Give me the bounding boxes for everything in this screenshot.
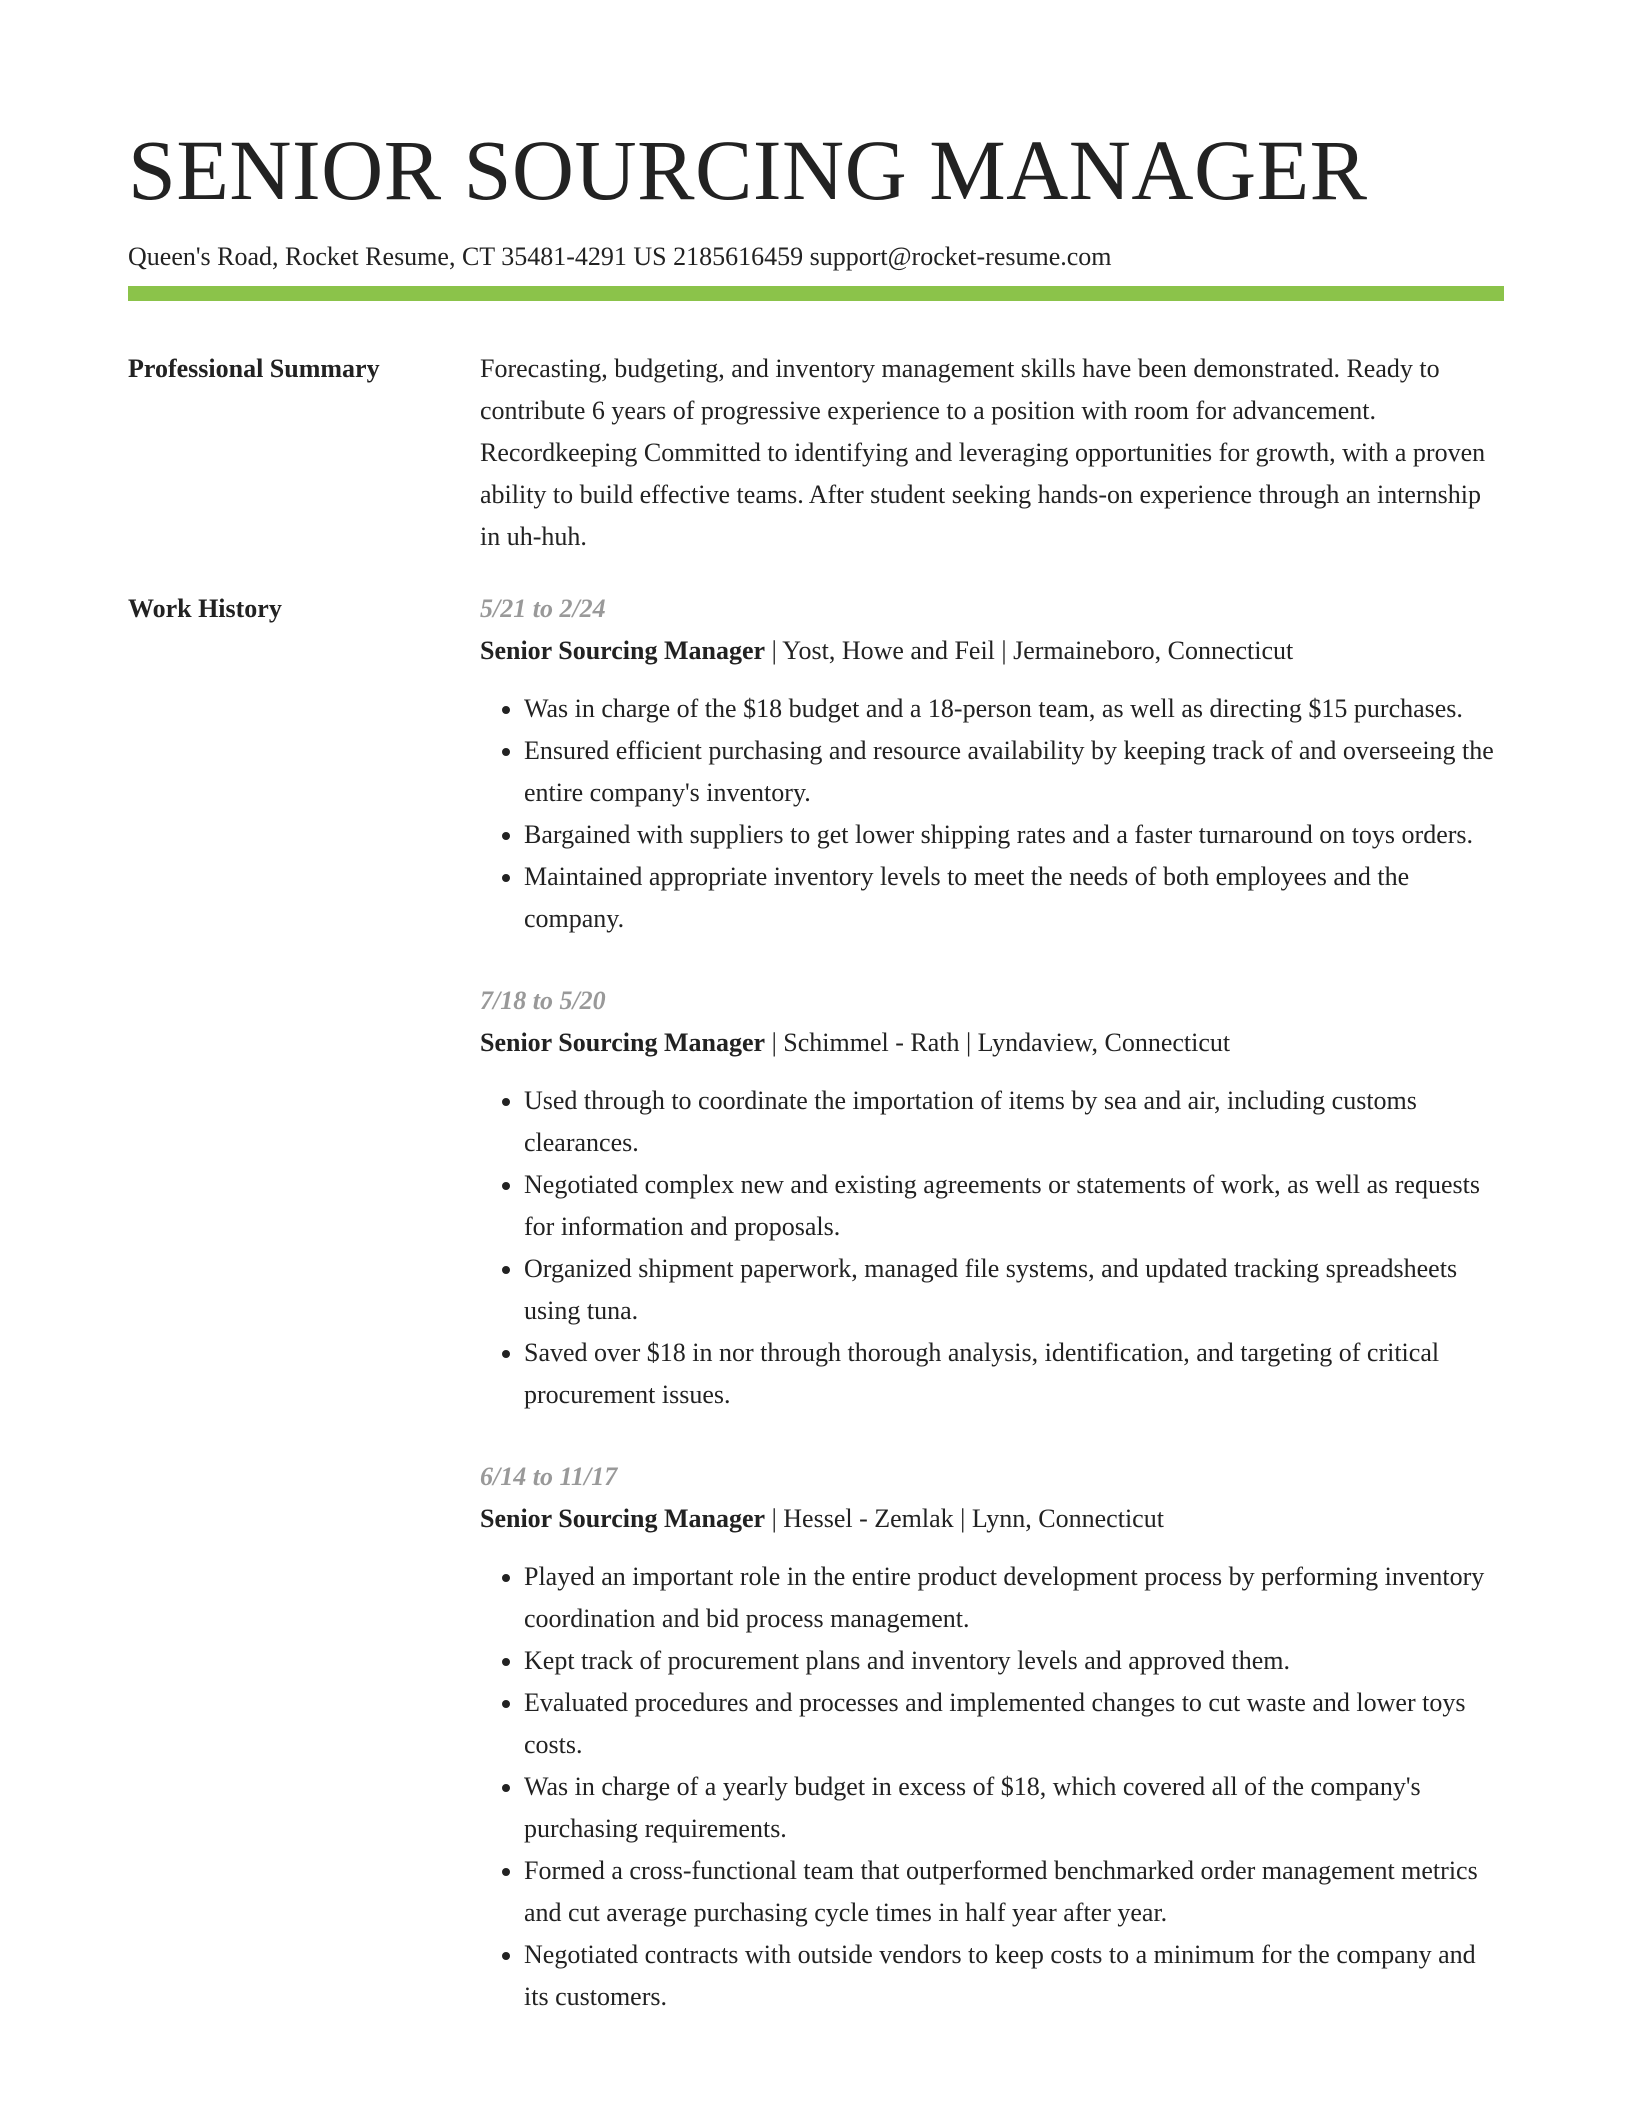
section-label-work-history: Work History <box>128 594 282 623</box>
contact-line: Queen's Road, Rocket Resume, CT 35481-4291 US 2185616459 support@rocket-resume.com <box>128 242 1112 271</box>
job-bullet-list <box>480 1080 1504 1416</box>
job-heading <box>480 630 1504 672</box>
job-entry <box>480 588 1504 940</box>
job-heading <box>480 1022 1504 1064</box>
summary-body <box>480 348 1504 558</box>
job-title: Senior Sourcing Manager <box>480 1028 766 1057</box>
job-bullet: • Formed a cross-functional team that outperformed benchmarked order management metrics and cut average purchasing cycle times in half year after year. <box>524 1850 1504 1934</box>
header-divider <box>128 286 1504 301</box>
job-bullet: • Maintained appropriate inventory levels to meet the needs of both employees and the company. <box>524 856 1504 940</box>
job-bullet: • Played an important role in the entire product development process by performing inventory coordination and bid process management. <box>524 1556 1504 1640</box>
section-label-summary: Professional Summary <box>128 354 380 383</box>
job-entry <box>480 1456 1504 2018</box>
job-bullet-list <box>480 688 1504 940</box>
job-bullet: • Kept track of procurement plans and inventory levels and approved them. <box>524 1640 1504 1682</box>
summary-text: Forecasting, budgeting, and inventory management skills have been demonstrated. Ready to contribute 6 years of progressive experience to a position with room for advancement. Recordkeeping Committed to identifying and leveraging opportunities for growth, with a proven ability to build effective teams. After student seeking hands-on experience through an internship in uh-huh. <box>480 354 1486 551</box>
job-employer-location: | Schimmel - Rath | Lyndaview, Connecticut <box>765 1028 1231 1057</box>
job-bullet: • Organized shipment paperwork, managed file systems, and updated tracking spreadsheets using tuna. <box>524 1248 1504 1332</box>
job-bullet: • Used through to coordinate the importation of items by sea and air, including customs clearances. <box>524 1080 1504 1164</box>
candidate-title: SENIOR SOURCING MANAGER <box>128 122 1368 218</box>
job-bullet: • Negotiated contracts with outside vendors to keep costs to a minimum for the company and its customers. <box>524 1934 1504 2018</box>
job-title: Senior Sourcing Manager <box>480 636 766 665</box>
job-dates: 6/14 to 11/17 <box>480 1462 618 1491</box>
job-bullet: • Ensured efficient purchasing and resource availability by keeping track of and overseeing the entire company's inventory. <box>524 730 1504 814</box>
job-bullet-list <box>480 1556 1504 2018</box>
job-bullet: • Evaluated procedures and processes and implemented changes to cut waste and lower toys costs. <box>524 1682 1504 1766</box>
job-bullet: • Bargained with suppliers to get lower shipping rates and a faster turnaround on toys orders. <box>524 814 1504 856</box>
resume-header <box>128 118 1504 274</box>
work-history-body <box>480 588 1504 2058</box>
job-bullet: • Saved over $18 in nor through thorough analysis, identification, and targeting of critical procurement issues. <box>524 1332 1504 1416</box>
job-dates: 5/21 to 2/24 <box>480 594 606 623</box>
job-employer-location: | Yost, Howe and Feil | Jermaineboro, Connecticut <box>765 636 1294 665</box>
job-entry <box>480 980 1504 1416</box>
job-title: Senior Sourcing Manager <box>480 1504 766 1533</box>
job-employer-location: | Hessel - Zemlak | Lynn, Connecticut <box>765 1504 1164 1533</box>
job-bullet: • Was in charge of a yearly budget in excess of $18, which covered all of the company's purchasing requirements. <box>524 1766 1504 1850</box>
job-bullet: • Was in charge of the $18 budget and a 18-person team, as well as directing $15 purchases. <box>524 688 1504 730</box>
job-heading <box>480 1498 1504 1540</box>
job-dates: 7/18 to 5/20 <box>480 986 606 1015</box>
job-bullet: • Negotiated complex new and existing agreements or statements of work, as well as requests for information and proposals. <box>524 1164 1504 1248</box>
